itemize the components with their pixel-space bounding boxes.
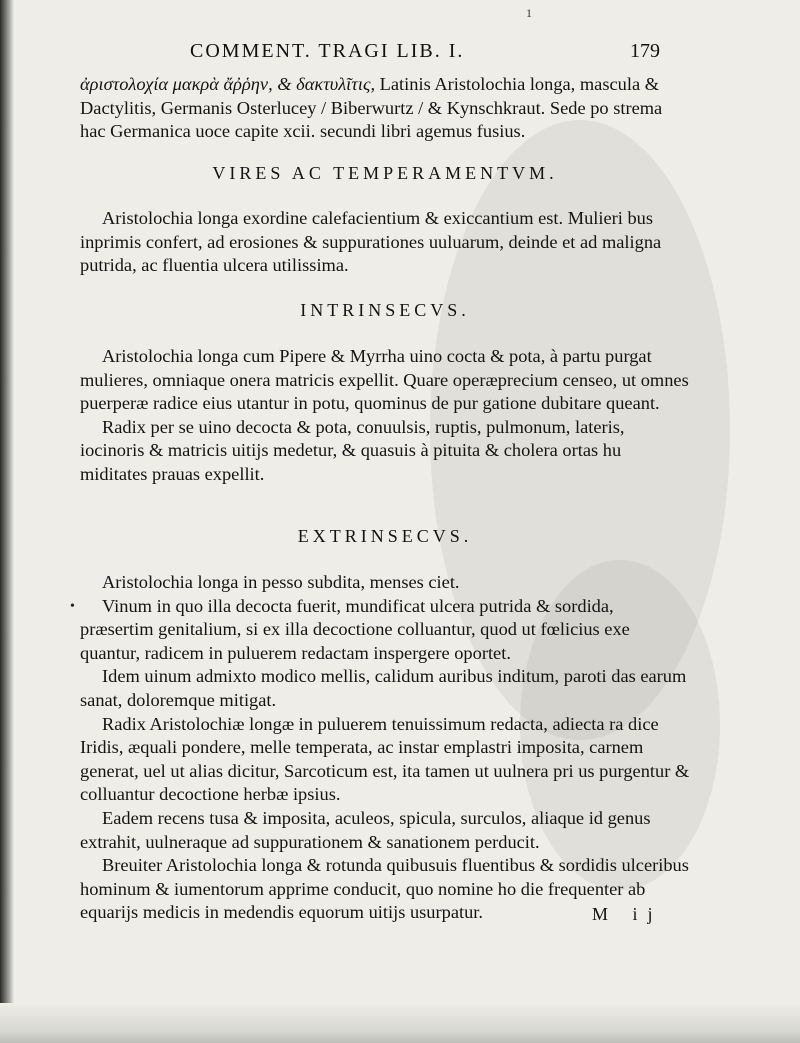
section-heading-vires: VIRES AC TEMPERAMENTVM. — [212, 163, 558, 183]
paragraph: Idem uinum admixto modico mellis, calidum auribus inditum, paroti das earum sanat, doloremque mitigat. — [80, 666, 687, 710]
section-heading-extrinsecus: EXTRINSECVS. — [297, 526, 473, 546]
paragraph: Aristolochia longa in pesso subdita, menses ciet. — [102, 572, 460, 592]
intro-paragraph — [80, 73, 690, 144]
section-heading-intrinsecus: INTRINSECVS. — [300, 300, 470, 320]
paragraph: Radix Aristolochiæ longæ in puluerem tenuissimum redacta, adiecta ra dice Iridis, æquali pondere, melle temperata, ac instar emplastri imposita, carnem generat, uel ut alias dicitur, Sarcoticum est, ita tamen ut uulnera pri us purgentur & colluantur decoctione herbæ ipsius. — [80, 713, 690, 805]
running-head-title: COMMENT. TRAGI LIB. I. — [190, 40, 465, 62]
bottom-edge-shadow — [0, 1003, 800, 1043]
running-head — [190, 40, 660, 63]
paragraph: Eadem recens tusa & imposita, aculeos, spicula, surculos, aliaque id genus extrahit, uulneraque ad suppurationem & sanationem perducit. — [80, 807, 651, 852]
extrinsecus-body — [80, 571, 690, 925]
intrinsecus-body — [80, 345, 690, 487]
paragraph: Aristolochia longa cum Pipere & Myrrha uino cocta & pota, à partu purgat mulieres, omniaque onera matricis expellit. Quare operæprecium censeo, ut omnes puerperæ radice eius utantur in potu, quominus de pur gatione dubitare queant. — [80, 346, 689, 414]
paragraph: Vinum in quo illa decocta fuerit, mundificat ulcera putrida & sordida, præsertim genitalium, si ex illa decoctione colluantur, quod ut fœlicius exe quantur, radicem in puluerem redactam inspergere oportet. — [80, 595, 630, 663]
greek-names: ἀριστολοχία μακρὰ ἄῤῥην, & δακτυλῖτις, — [80, 74, 376, 94]
intro-text: Latinis Aristolochia longa, mascula & Dactylitis, Germanis Osterlucey / Biberwurtz / & Kynschkraut. Sede po strema hac Germanica uoce capite xcii. secundi libri agemus fusius. — [80, 74, 663, 142]
gutter-shadow — [0, 0, 14, 1043]
signature-mark: M ij — [592, 904, 663, 924]
vires-paragraph — [80, 207, 690, 278]
page-number: 179 — [630, 40, 660, 62]
paragraph: Aristolochia longa exordine calefacientium & exiccantium est. Mulieri bus inprimis confert, ad erosiones & suppurationes uuluarum, deinde et ad maligna putrida, ac fluentia ulcera utilissima. — [80, 208, 662, 276]
margin-dot: • — [70, 599, 75, 614]
paragraph: Radix per se uino decocta & pota, conuulsis, ruptis, pulmonum, lateris, iocinoris & matricis uitijs medetur, & quasuis à pituita & cholera ortas hu miditates prauas expellit. — [80, 416, 625, 484]
top-mark: 1 — [526, 6, 532, 20]
paragraph: Breuiter Aristolochia longa & rotunda quibusuis fluentibus & sordidis ulceribus hominum & iumentorum apprime conducit, quo nomine ho die frequenter ab equarijs medicis in medendis equorum uitijs usurpatur. — [80, 855, 689, 923]
